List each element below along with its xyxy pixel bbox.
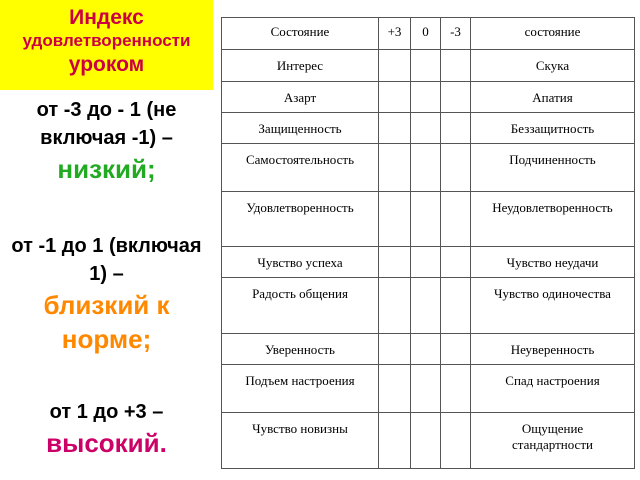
negative-state: Апатия (471, 82, 635, 113)
range-normal (4, 232, 209, 356)
level-high: высокий. (46, 428, 167, 458)
header-zero: 0 (411, 18, 441, 50)
score-cell-zero[interactable] (411, 334, 441, 365)
score-cell-minus3[interactable] (441, 365, 471, 413)
table-row (222, 278, 635, 334)
score-cell-zero[interactable] (411, 50, 441, 82)
header-plus3: +3 (379, 18, 411, 50)
table-row (222, 365, 635, 413)
header-state-right: состояние (471, 18, 635, 50)
table-row (222, 113, 635, 144)
negative-state: Неуверенность (471, 334, 635, 365)
title-line-2: удовлетворенности (22, 31, 191, 50)
level-low: низкий; (57, 154, 156, 184)
score-cell-zero[interactable] (411, 365, 441, 413)
table-row (222, 82, 635, 113)
score-cell-plus3[interactable] (379, 50, 411, 82)
score-cell-zero[interactable] (411, 247, 441, 278)
table-row (222, 247, 635, 278)
title-line-3: уроком (68, 53, 145, 76)
range-low-text: от -3 до - 1 (не включая -1) – (36, 99, 177, 149)
score-cell-plus3[interactable] (379, 365, 411, 413)
negative-state: Спад настроения (471, 365, 635, 413)
score-cell-minus3[interactable] (441, 50, 471, 82)
positive-state: Радость общения (222, 278, 379, 334)
header-state-left: Состояние (222, 18, 379, 50)
score-cell-zero[interactable] (411, 278, 441, 334)
table-row (222, 334, 635, 365)
score-cell-zero[interactable] (411, 144, 441, 192)
score-cell-minus3[interactable] (441, 278, 471, 334)
score-cell-zero[interactable] (411, 192, 441, 247)
negative-state: Неудовлетворенность (471, 192, 635, 247)
positive-state: Уверенность (222, 334, 379, 365)
score-cell-plus3[interactable] (379, 278, 411, 334)
score-cell-plus3[interactable] (379, 192, 411, 247)
score-cell-zero[interactable] (411, 113, 441, 144)
header-minus3: -3 (441, 18, 471, 50)
table-row (222, 192, 635, 247)
title-line-1: Индекс (69, 6, 144, 29)
range-high-text: от 1 до +3 – (49, 401, 164, 423)
score-cell-minus3[interactable] (441, 82, 471, 113)
negative-state: Скука (471, 50, 635, 82)
negative-state: Подчиненность (471, 144, 635, 192)
level-normal: близкий к норме; (43, 290, 170, 354)
range-low (4, 96, 209, 186)
positive-state: Удовлетворенность (222, 192, 379, 247)
range-high (4, 398, 209, 460)
negative-state: Ощущение стандартности (471, 413, 635, 469)
table-header-row (222, 18, 635, 50)
satisfaction-scale-table (221, 17, 635, 469)
negative-state: Чувство неудачи (471, 247, 635, 278)
positive-state: Чувство успеха (222, 247, 379, 278)
score-cell-plus3[interactable] (379, 113, 411, 144)
index-title-box (0, 0, 213, 90)
table-row (222, 144, 635, 192)
score-cell-plus3[interactable] (379, 247, 411, 278)
score-cell-plus3[interactable] (379, 82, 411, 113)
score-cell-minus3[interactable] (441, 334, 471, 365)
negative-state: Беззащитность (471, 113, 635, 144)
positive-state: Азарт (222, 82, 379, 113)
score-cell-minus3[interactable] (441, 113, 471, 144)
negative-state: Чувство одиночества (471, 278, 635, 334)
score-cell-minus3[interactable] (441, 192, 471, 247)
range-normal-text: от -1 до 1 (включая 1) – (11, 235, 202, 285)
score-cell-plus3[interactable] (379, 144, 411, 192)
positive-state: Интерес (222, 50, 379, 82)
positive-state: Чувство новизны (222, 413, 379, 469)
score-cell-plus3[interactable] (379, 334, 411, 365)
positive-state: Подъем настроения (222, 365, 379, 413)
positive-state: Защищенность (222, 113, 379, 144)
score-cell-minus3[interactable] (441, 144, 471, 192)
score-cell-minus3[interactable] (441, 247, 471, 278)
score-cell-minus3[interactable] (441, 413, 471, 469)
score-cell-zero[interactable] (411, 413, 441, 469)
table-row (222, 50, 635, 82)
score-cell-zero[interactable] (411, 82, 441, 113)
table-row (222, 413, 635, 469)
score-cell-plus3[interactable] (379, 413, 411, 469)
positive-state: Самостоятельность (222, 144, 379, 192)
